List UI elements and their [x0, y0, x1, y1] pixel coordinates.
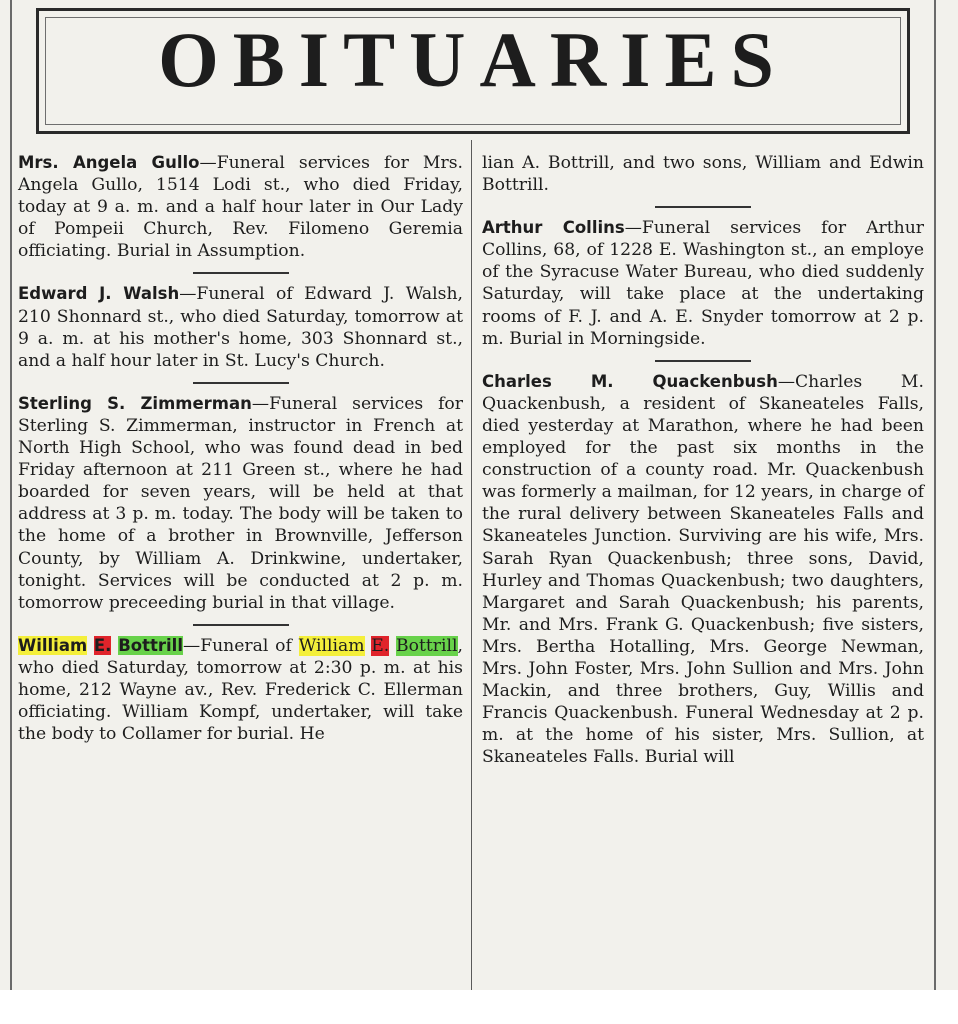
- masthead-box: [36, 8, 910, 134]
- separator-rule: [193, 272, 289, 274]
- highlight-last-name: Bottrill: [118, 635, 183, 655]
- highlight-last-name: Bottrill: [396, 635, 458, 656]
- column-divider: [471, 140, 472, 990]
- obituary-bottrill-continued: [482, 152, 924, 196]
- highlight-first-name: William: [18, 635, 88, 655]
- obituary-body: lian A. Bottrill, and two sons, William and Edwin Bottrill.: [482, 153, 924, 196]
- obituary-body: —Funeral of: [183, 635, 292, 656]
- page-edge-right: [934, 0, 936, 1004]
- obituary-collins: [482, 217, 924, 350]
- obituary-name: Charles M. Quackenbush: [482, 371, 778, 391]
- right-column: [482, 152, 924, 768]
- scan-bottom-margin: [0, 990, 958, 1024]
- obituary-body: —Funeral services for Sterling S. Zimmerman, instructor in French at North High School, who was found dead in bed Friday afternoon at 211 Green st., where he had boarded for seven years, will be held at that address at 3 p. m. today. The body will be taken to the home of a brother in Brownville, Jefferson County, by William A. Drinkwine, undertaker, tonight. Services will be conducted at 2 p. m. tomorrow preceeding burial in that village.: [18, 393, 463, 613]
- obituary-bottrill: [18, 635, 463, 745]
- obituary-body: —Funeral services for Mrs. Angela Gullo, 1514 Lodi st., who died Friday, today at 9 a. m. and a half hour later in Our Lady of Pompeii Church, Rev. Filomeno Geremia officiating. Burial in Assumption.: [18, 153, 463, 262]
- obituary-quackenbush: [482, 371, 924, 769]
- highlight-middle-initial: E.: [371, 635, 390, 656]
- separator-rule: [655, 360, 751, 362]
- highlight-middle-initial: E.: [93, 635, 112, 655]
- obituary-body: —Funeral services for Arthur Collins, 68, of 1228 E. Washington st., an employe of the Syracuse Water Bureau, who died suddenly Saturday, will take place at the undertaking rooms of F. J. and A. E. Snyder tomorrow at 2 p. m. Burial in Morningside.: [482, 218, 925, 349]
- left-column: [18, 152, 463, 745]
- obituary-zimmerman: [18, 393, 463, 614]
- obituary-gullo: [18, 152, 463, 262]
- obituary-body: —Charles M. Quackenbush, a resident of Skaneateles Falls, died yesterday at Marathon, where he had been employed for the past six months in the construction of a county road. Mr. Quackenbush was formerly a mailman, for 12 years, in charge of the rural delivery between Skaneateles Falls and Skaneateles Junction. Surviving are his wife, Mrs. Sarah Ryan Quackenbush; three sons, David, Hurley and Thomas Quackenbush; two daughters, Margaret and Sarah Quackenbush; his parents, Mr. and Mrs. Frank G. Quackenbush; five sisters, Mrs. Bertha Hotalling, Mrs. George Newman, Mrs. John Foster, Mrs. John Sullion and Mrs. John Mackin, and three brothers, Guy, Willis and Francis Quackenbush. Funeral Wednesday at 2 p. m. at the home of his sister, Mrs. Sullion, at Skaneateles Falls. Burial will: [482, 371, 924, 768]
- separator-rule: [655, 206, 751, 208]
- masthead-title: OBITUARIES: [158, 16, 788, 103]
- separator-rule: [193, 382, 289, 384]
- obituary-name: Arthur Collins: [482, 218, 625, 238]
- obituary-walsh: [18, 283, 463, 371]
- obituary-name: Sterling S. Zimmerman: [18, 393, 252, 413]
- page-edge-left: [10, 0, 12, 994]
- obituary-body: , who died Saturday, tomorrow at 2:30 p. m. at his home, 212 Wayne av., Rev. Frederick C. Ellerman officiating. William Kompf, undertaker, will take the body to Collamer for burial. He: [18, 635, 463, 745]
- separator-rule: [193, 624, 289, 626]
- highlight-first-name: William: [298, 635, 365, 656]
- obituary-name: Mrs. Angela Gullo: [18, 153, 200, 172]
- obituary-body: —Funeral of Edward J. Walsh, 210 Shonnard st., who died Saturday, tomorrow at 9 a. m. at his mother's home, 303 Shonnard st., and a half hour later in St. Lucy's Church.: [18, 284, 463, 371]
- obituary-name: Edward J. Walsh: [18, 284, 180, 304]
